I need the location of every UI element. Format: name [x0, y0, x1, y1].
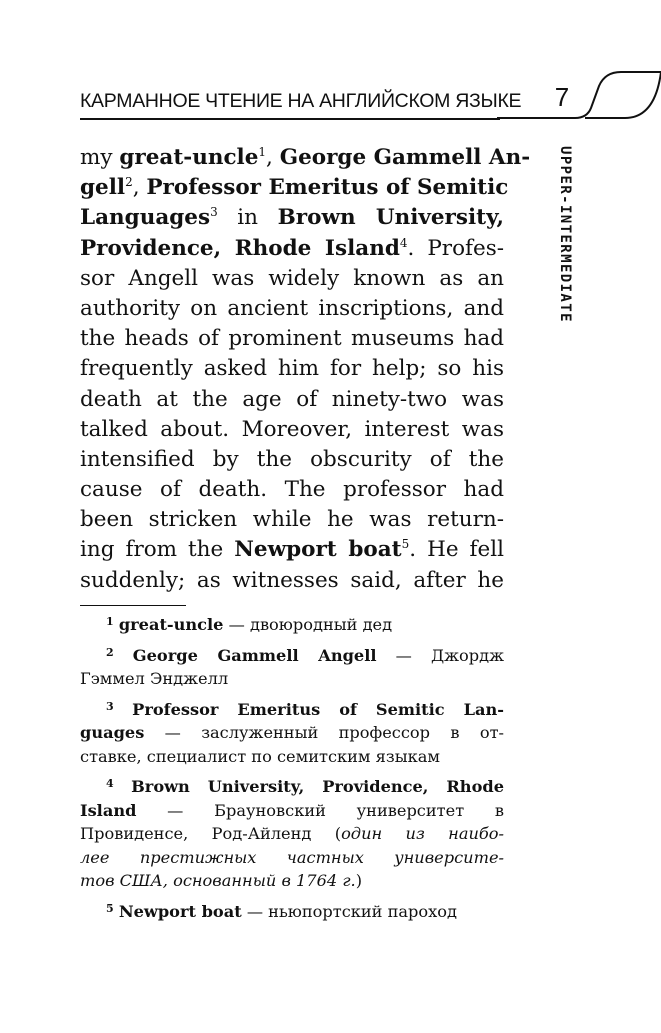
- footnotes-block: [80, 613, 504, 930]
- page-number: 7: [554, 82, 570, 112]
- footnote-line: $^1$ great-uncle — двоюродный дед: [106, 615, 393, 634]
- footnote-5: [80, 900, 504, 924]
- text-line: been stricken while he was return-: [80, 507, 504, 533]
- text-line: intensified by the obscurity of the: [80, 446, 504, 472]
- footnote-line: Провиденсе, Род-Айленд (один из наибо-: [80, 824, 504, 843]
- footnote-line: guages — заслуженный профессор в от-: [80, 723, 504, 742]
- footnote-line: $^5$ Newport boat — ньюпортский пароход: [106, 901, 458, 921]
- footnote-line: $^2$ George Gammell Angell — Джордж: [106, 645, 505, 665]
- footnote-line: Гэммел Энджелл: [80, 669, 229, 688]
- level-side-label: [533, 146, 593, 346]
- footnote-3: [80, 698, 504, 769]
- footnote-4: [80, 775, 504, 893]
- text-line: authority on ancient inscriptions, and: [80, 295, 504, 321]
- footnote-line: $^4$ Brown University, Providence, Rhode: [106, 777, 504, 796]
- text-line: sor Angell was widely known as an: [80, 265, 504, 291]
- footnote-line: Island — Брауновский университет в: [80, 800, 504, 820]
- book-series-title: КАРМАННОЕ ЧТЕНИЕ НА АНГЛИЙСКОМ ЯЗЫКЕ: [80, 90, 522, 112]
- text-line: frequently asked him for help; so his: [80, 356, 504, 382]
- header-rule: [80, 118, 500, 120]
- text-line: the heads of prominent museums had: [80, 326, 504, 352]
- text-line: cause of death. The professor had: [80, 477, 504, 503]
- text-line: suddenly; as witnesses said, after he: [80, 567, 504, 593]
- text-line: Languages$^3$ in Brown University,: [80, 205, 504, 231]
- text-line: talked about. Moreover, interest was: [80, 416, 504, 442]
- text-line: my great-uncle$^1$, George Gammell An-: [80, 145, 531, 170]
- main-text-block: [80, 143, 531, 596]
- text-line: ing from the Newport boat$^5$. He fell: [80, 537, 504, 563]
- footnote-line: лее престижных частных университе-: [80, 847, 504, 867]
- footnote-line: тов США, основанный в 1764 г.): [80, 871, 363, 890]
- footnote-2: [80, 644, 504, 691]
- footnote-separator: [80, 605, 186, 606]
- running-header: [80, 80, 580, 124]
- footnote-line: $^3$ Professor Emeritus of Semitic Lan-: [106, 699, 504, 719]
- text-line: gell$^2$, Professor Emeritus of Semitic: [80, 175, 509, 201]
- level-label-text: UPPER-INTERMEDIATE: [557, 146, 573, 323]
- footnote-1: [80, 613, 504, 637]
- text-line: Providence, Rhode Island$^4$. Profes-: [80, 235, 504, 261]
- text-line: death at the age of ninety-two was: [80, 386, 504, 412]
- footnote-line: ставке, специалист по семитским языкам: [80, 746, 440, 766]
